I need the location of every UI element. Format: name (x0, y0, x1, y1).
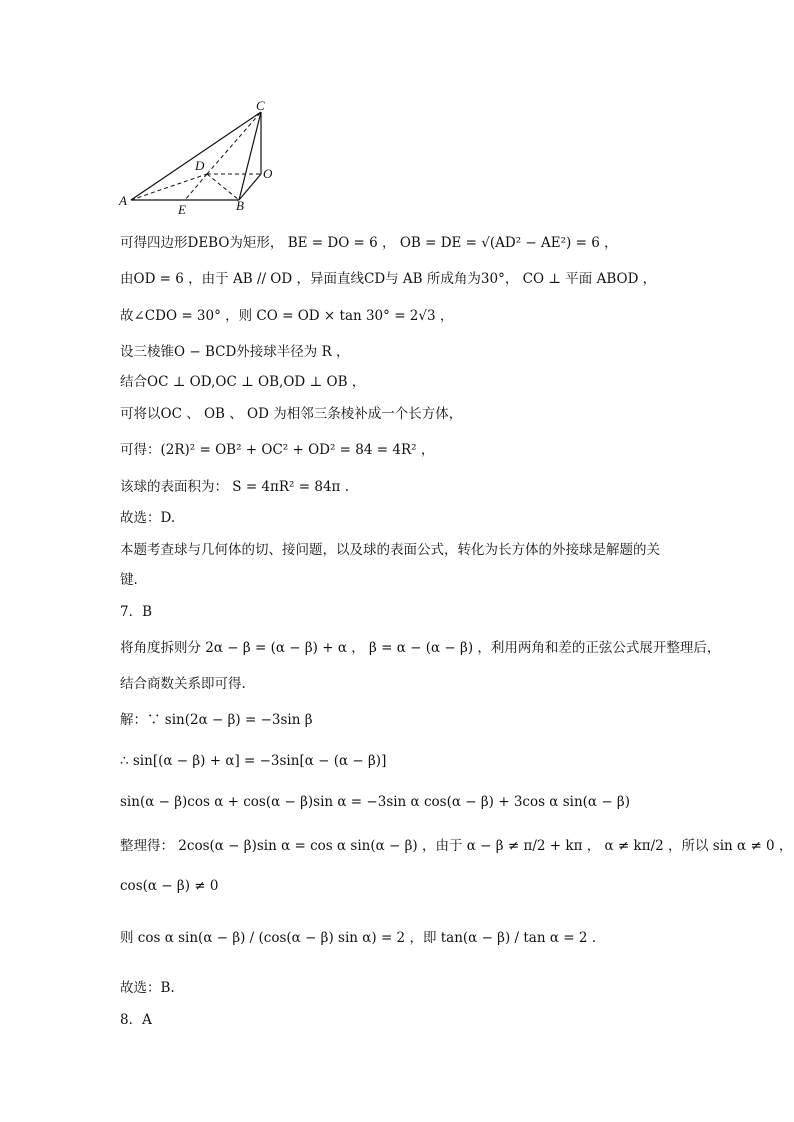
text-line-1: 可得四边形DEBO为矩形， BE = DO = 6 ， OB = DE = √(AD² − AE²) = 6 ， (120, 235, 618, 251)
text-line-17: sin(α − β)cos α + cos(α − β)sin α = −3sin α cos(α − β) + 3cos α sin(α − β) (120, 794, 631, 810)
text-line-9: 故选：D. (120, 510, 176, 526)
text-line-10: 本题考查球与几何体的切、接问题，以及球的表面公式，转化为长方体的外接球是解题的关 (120, 542, 660, 558)
text-line-4: 设三棱锥O − BCD外接球半径为 R ， (120, 344, 350, 360)
text-line-21: 故选：B. (120, 980, 175, 996)
text-line-6: 可将以OC 、 OB 、 OD 为相邻三条棱补成一个长方体， (120, 406, 463, 422)
text-line-18: 整理得： 2cos(α − β)sin α = cos α sin(α − β) ，由于 α − β ≠ π/2 + kπ ， α ≠ kπ/2 ，所以 sin α ≠ 0 ， (120, 838, 793, 854)
label-C: C (256, 98, 265, 113)
edge-DB (207, 174, 239, 200)
text-line-8: 该球的表面积为： S = 4πR² = 84π . (120, 479, 349, 495)
text-line-13: 将角度拆则分 2α − β = (α − β) + α ， β = α − (α − β) ，利用两角和差的正弦公式展开整理后， (120, 640, 721, 656)
text-line-7: 可得：(2R)² = OB² + OC² + OD² = 84 = 4R² ， (120, 442, 435, 458)
label-E: E (178, 202, 186, 217)
text-line-12: 7．B (120, 604, 153, 620)
text-line-3: 故∠CDO = 30° ，则 CO = OD × tan 30° = 2√3 ， (120, 308, 454, 324)
text-line-2: 由OD = 6 ，由于 AB // OD ，异面直线CD与 AB 所成角为30°， CO ⊥ 平面 ABOD ， (120, 271, 657, 287)
label-O: O (263, 166, 273, 181)
text-line-19: cos(α − β) ≠ 0 (120, 878, 219, 894)
text-line-20: 则 cos α sin(α − β) / (cos(α − β) sin α) = 2 ，即 tan(α − β) / tan α = 2 . (120, 930, 597, 946)
pyramid-diagram (115, 98, 285, 218)
pyramid-figure (115, 98, 285, 218)
edge-DE (185, 174, 207, 200)
text-line-16: ∴ sin[(α − β) + α] = −3sin[α − (α − β)] (120, 753, 387, 769)
label-A: A (119, 193, 127, 208)
text-line-14: 结合商数关系即可得. (120, 676, 246, 692)
label-B: B (236, 198, 244, 213)
text-line-22: 8．A (120, 1012, 152, 1028)
text-line-15: 解：∵ sin(2α − β) = −3sin β (120, 712, 313, 728)
label-D: D (195, 158, 205, 173)
text-line-11: 键. (120, 572, 138, 588)
text-line-5: 结合OC ⊥ OD,OC ⊥ OB,OD ⊥ OB ， (120, 374, 366, 390)
